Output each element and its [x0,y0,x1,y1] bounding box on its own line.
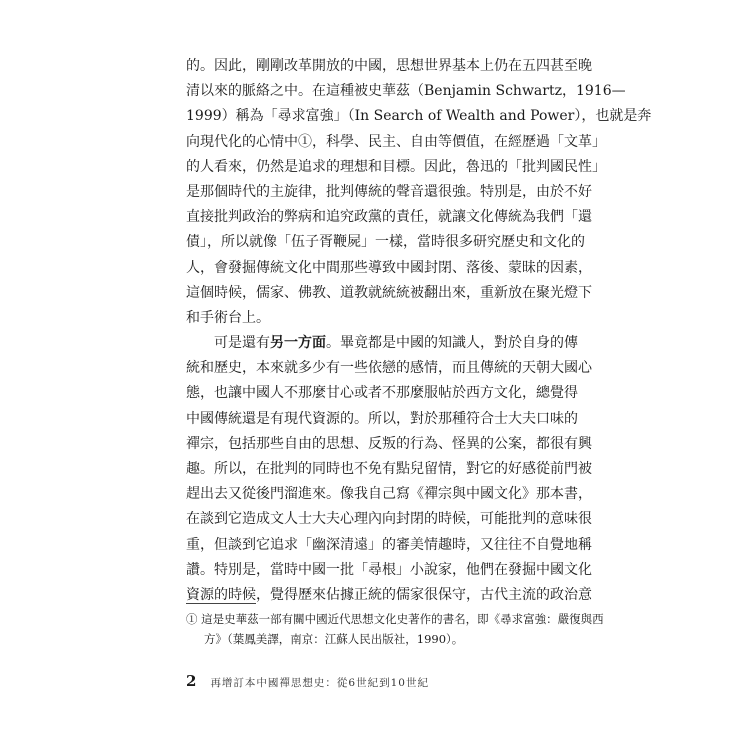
text-line: 人，會發掘傳統文化中間那些導致中國封閉、落後、蒙昧的因素， [186,259,592,276]
text-line: 的。因此，剛剛改革開放的中國，思想世界基本上仍在五四甚至晚 [186,58,592,74]
text-line: 禪宗，包括那些自由的思想、反叛的行為、怪異的公案，都很有興 [186,435,592,452]
footnote-line: 方》（葉鳳美譯，南京：江蘇人民出版社，1990）。 [204,632,464,646]
text-line: 清以來的脈絡之中。在這種被史華茲（Benjamin Schwartz，1916— [186,83,626,100]
text-span: 可是還有 [214,335,270,352]
text-line: 向現代化的心情中①，科學、民主、自由等價值，在經歷過「文革」 [186,133,606,150]
paragraph-1 [186,54,652,331]
text-span: 。畢竟都是中國的知識人，對於自身的傳 [326,335,578,352]
text-line: 的人看來，仍然是追求的理想和目標。因此，魯迅的「批判國民性」 [186,158,606,175]
page-footer [186,672,429,692]
text-line: 是那個時代的主旋律，批判傳統的聲音還很強。特別是，由於不好 [186,183,592,200]
text-line: 1999）稱為「尋求富強」（In Search of Wealth and Power），也就是奔 [186,108,652,125]
text-line: 讚。特別是，當時中國一批「尋根」小說家，他們在發掘中國文化 [186,561,592,578]
text-line: 這個時候，儒家、佛教、道教就統統被翻出來，重新放在聚光燈下 [186,284,592,301]
text-line: 趣。所以，在批判的同時也不免有點兒留情，對它的好感從前門被 [186,461,592,477]
text-line: 直接批判政治的弊病和追究政黨的責任，就讓文化傳統為我們「還 [186,209,592,226]
text-line: 資源的時候，覺得歷來佔據正統的儒家很保守，古代主流的政治意 [186,586,592,603]
footnote [186,609,604,649]
text-line: 趕出去又從後門溜進來。像我自己寫《禪宗與中國文化》那本書， [186,486,592,503]
text-line: 中國傳統還是有現代資源的。所以，對於那種符合士大夫口味的 [186,410,578,427]
main-text [186,54,652,608]
footnote-divider [186,603,256,604]
text-line: 和手術台上。 [186,309,270,326]
text-line: 統和歷史，本來就多少有一些依戀的感情，而且傳統的天朝大國心 [186,360,592,377]
text-line: 重，但談到它追求「幽深清遠」的審美情趣時，又往往不自覺地稱 [186,536,592,553]
page-number: 2 [186,672,197,690]
text-line: 債」，所以就像「伍子胥鞭屍」一樣，當時很多研究歷史和文化的 [186,234,585,251]
running-title: 再增訂本中國禪思想史：從6世紀到10世紀 [210,677,429,689]
text-line: 態，也讓中國人不那麼甘心或者不那麼服帖於西方文化，總覺得 [186,385,578,402]
emphasis-text: 另一方面 [270,335,326,352]
text-line [186,331,578,356]
footnote-line: ① 這是史華茲一部有關中國近代思想文化史著作的書名，即《尋求富強：嚴復與西 [186,612,604,626]
paragraph-2 [186,331,592,608]
text-line: 在談到它造成文人士大夫心理內向封閉的時候，可能批判的意味很 [186,511,592,528]
